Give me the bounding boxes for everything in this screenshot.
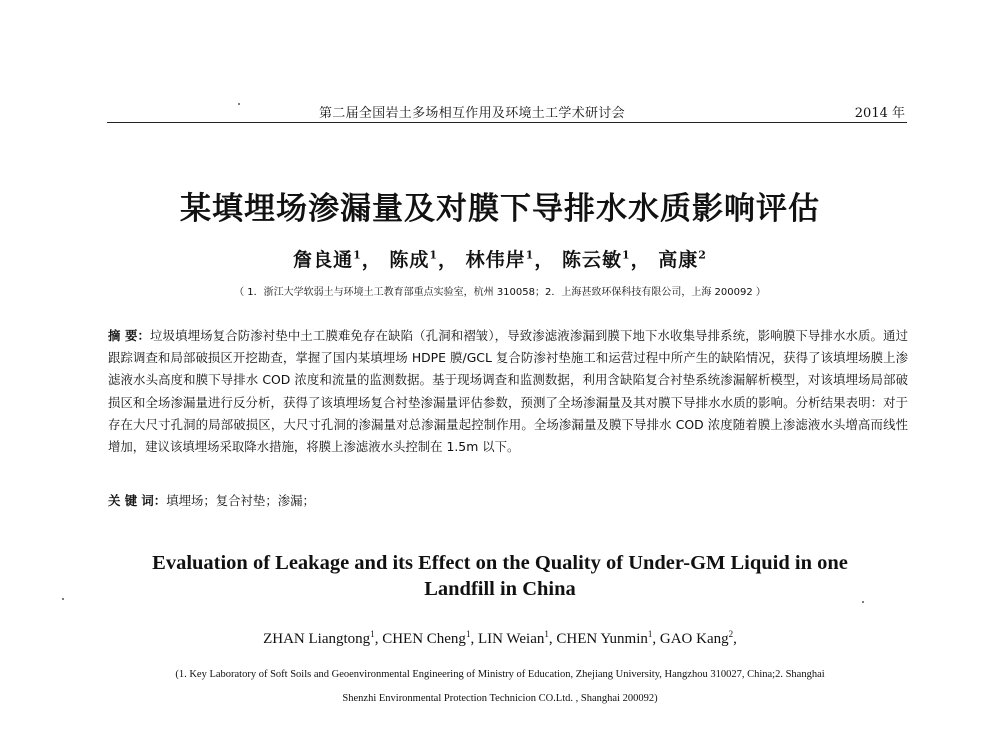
scan-speck: [62, 598, 64, 600]
author-name: 詹良通: [293, 249, 354, 271]
keywords-text: 填埋场；复合衬垫；渗漏；: [166, 493, 315, 508]
header-year: 2014 年: [854, 106, 905, 121]
chinese-abstract: [108, 325, 908, 458]
english-affiliation-line: (1. Key Laboratory of Soft Soils and Geoenvironmental Engineering of Ministry of Education, Zhejiang University, Hangzhou 310027, China;2. Shanghai: [175, 669, 825, 680]
author-name: 陈成: [389, 249, 430, 271]
conference-name: 第二届全国岩土多场相互作用及环境土工学术研讨会: [319, 106, 625, 121]
author-name: 陈云敏: [561, 249, 622, 271]
chinese-keywords: [108, 491, 908, 509]
author-name: CHEN Cheng: [382, 631, 466, 647]
author-name: ZHAN Liangtong: [263, 631, 371, 647]
english-title: [100, 550, 900, 602]
english-affiliation-line: Shenzhi Environmental Protection Technicion CO.Ltd. , Shanghai 200092): [342, 693, 658, 704]
author-separator: ,: [652, 631, 660, 647]
author-separator: ,: [374, 631, 383, 647]
chinese-title: 某填埋场渗漏量及对膜下导排水水质影响评估: [180, 191, 820, 227]
author-separator: ,: [470, 631, 478, 647]
affiliation-mark: 1: [647, 629, 653, 639]
author-name: GAO Kang: [659, 631, 729, 647]
affiliation-mark: 1: [621, 248, 631, 262]
author-name: 林伟岸: [465, 249, 526, 271]
running-header: [107, 100, 907, 123]
author-separator: ,: [548, 631, 557, 647]
english-author-list: [0, 629, 1000, 648]
abstract-label: 摘 要：: [108, 328, 151, 343]
author-name: CHEN Yunmin: [556, 631, 648, 647]
english-title-line: Evaluation of Leakage and its Effect on the Quality of Under-GM Liquid in one: [152, 552, 848, 574]
scan-speck: [238, 103, 240, 105]
affiliation-mark: 1: [353, 248, 362, 262]
english-title-line: Landfill in China: [424, 578, 576, 600]
chinese-affiliation: （ 1．浙江大学软弱土与环境土工教育部重点实验室，杭州 310058；2．上海甚致环保科技有限公司，上海 200092 ）: [234, 287, 766, 298]
author-name: 高康: [658, 249, 699, 271]
affiliation-mark: 1: [429, 248, 439, 262]
affiliation-mark: 2: [728, 629, 734, 639]
author-separator: ,: [733, 631, 737, 647]
abstract-text: 垃圾填埋场复合防渗衬垫中土工膜难免存在缺陷（孔洞和褶皱），导致渗滤液渗漏到膜下地下水收集导排系统，影响膜下导排水水质。通过跟踪调查和局部破损区开挖勘查，掌握了国内某填埋场 HDPE 膜/GCL 复合防渗衬垫施工和运营过程中所产生的缺陷情况，获得了该填埋场膜上渗滤液水头高度和膜下导排水 COD 浓度和流量的监测数据。基于现场调查和监测数据，利用含缺陷复合衬垫系统渗漏解析模型，对该填埋场局部破损区和全场渗漏量进行反分析，获得了该填埋场复合衬垫渗漏量评估参数，预测了全场渗漏量及其对膜下导排水水质的影响。分析结果表明：对于存在大尺寸孔洞的局部破损区，大尺寸孔洞的渗漏量对总渗漏量起控制作用。全场渗漏量及膜下导排水 COD 浓度随着膜上渗滤液水头增高而线性增加，建议该填埋场采取降水措施，将膜上渗滤液水头控制在 1.5m 以下。: [108, 328, 908, 455]
keywords-label: 关 键 词：: [108, 493, 167, 508]
chinese-author-list: 詹良通$^1$， 陈成$^1$， 林伟岸$^1$， 陈云敏$^1$， 高康$^2$: [293, 248, 707, 271]
english-affiliation: [100, 663, 900, 711]
affiliation-mark: 2: [698, 248, 707, 262]
author-name: LIN Weian: [477, 631, 545, 647]
affiliation-mark: 1: [465, 629, 471, 639]
affiliation-mark: 1: [370, 629, 375, 639]
affiliation-mark: 1: [544, 629, 549, 639]
affiliation-mark: 1: [525, 248, 535, 262]
